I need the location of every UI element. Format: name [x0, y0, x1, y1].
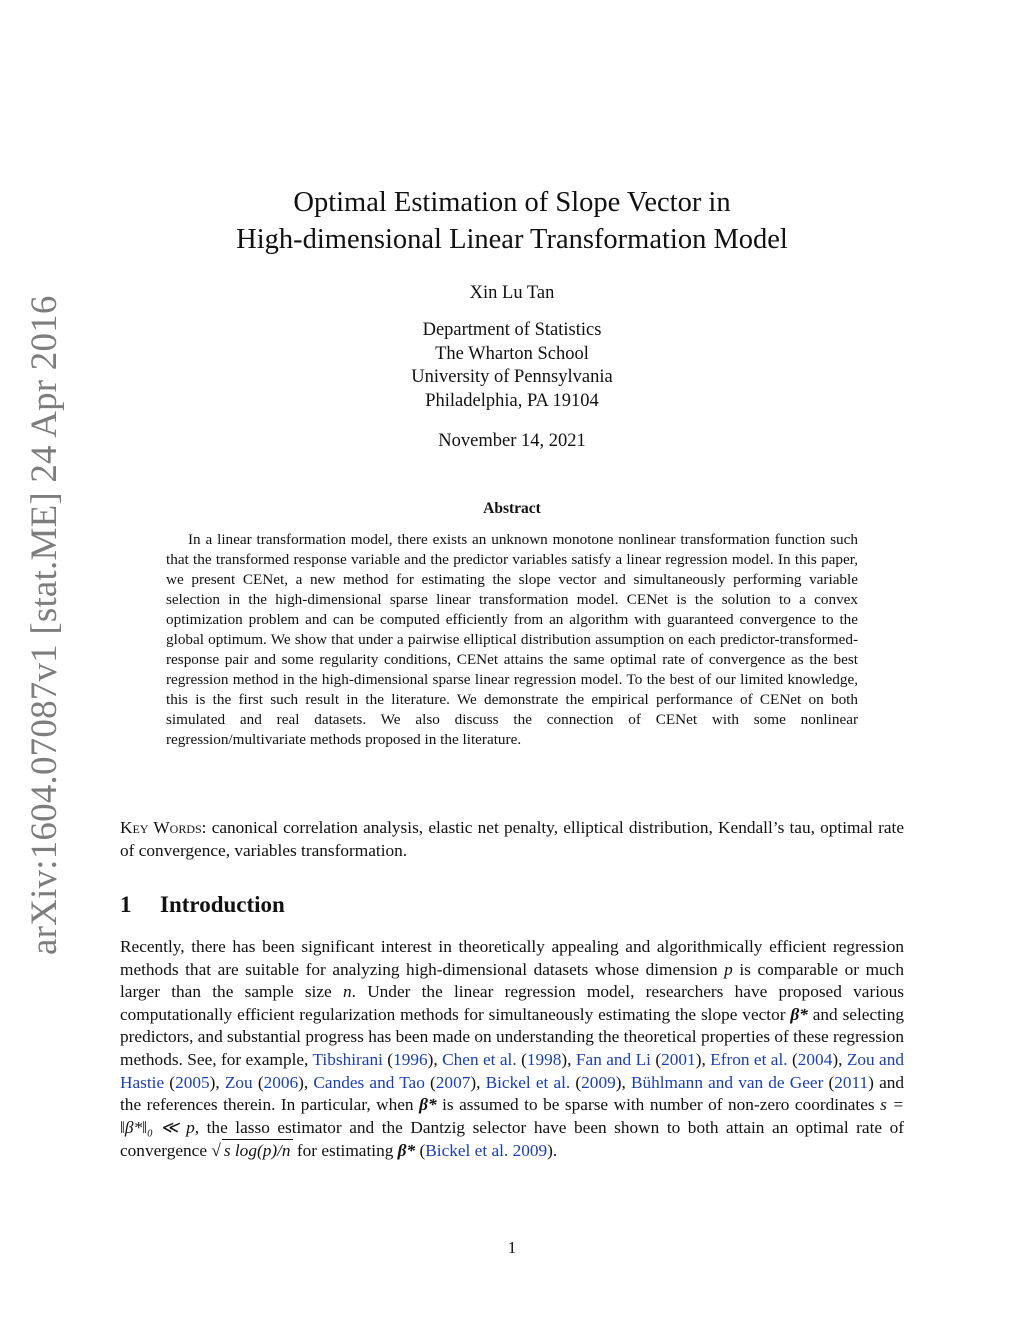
- page-number: 1: [507, 1238, 517, 1257]
- intro-text: is comparable or much larger than the sample size: [120, 959, 904, 1002]
- citation-year-link[interactable]: 2009: [581, 1072, 616, 1092]
- citation-year-link[interactable]: 2001: [661, 1049, 696, 1069]
- author-name: Xin Lu Tan: [469, 283, 555, 303]
- intro-text: , the lasso estimator and the Dantzig selector have been shown to both attain an optimal rate of convergence: [120, 1117, 904, 1161]
- math-beta: β*: [790, 1004, 808, 1024]
- citation-year-link[interactable]: 1998: [526, 1049, 562, 1069]
- intro-text: Recently, there has been significant interest in theoretically appealing and algorithmically efficient regression methods that are suitable for analyzing high-dimensional datasets whose dimension: [120, 937, 904, 979]
- citation-link[interactable]: Zou and Hastie: [120, 1049, 905, 1092]
- math-beta: β*: [419, 1095, 437, 1115]
- intro-text: is assumed to be sparse with number of non-zero coordinates: [436, 1095, 881, 1115]
- keywords-text: canonical correlation analysis, elastic net penalty, elliptical distribution, Kendall’s tau, optimal rate of convergence, variables transformation.: [120, 818, 904, 860]
- citation-link[interactable]: Tibshirani: [312, 1049, 383, 1069]
- paper-date: November 14, 2021: [438, 431, 586, 451]
- affiliation-line: Department of Statistics: [422, 320, 602, 340]
- intro-text: and the references therein. In particular, when: [120, 1072, 905, 1115]
- math-sparsity: s = ‖β*‖₀ ≪ p: [120, 1095, 905, 1137]
- keywords-label: Key Words:: [120, 818, 207, 837]
- abstract-heading: Abstract: [483, 500, 541, 517]
- keywords: [120, 816, 904, 862]
- citation-year-link[interactable]: 2011: [834, 1072, 869, 1092]
- citation-year-link[interactable]: 2004: [797, 1049, 833, 1069]
- affiliation-line: The Wharton School: [435, 343, 589, 364]
- citation-link[interactable]: Bickel et al.: [485, 1072, 571, 1092]
- affiliation: [0, 319, 1024, 413]
- paper-title: [0, 184, 1024, 258]
- affiliation-line: Philadelphia, PA 19104: [425, 390, 599, 411]
- intro-text: for estimating: [292, 1141, 398, 1161]
- affiliation-line: University of Pennsylvania: [411, 367, 613, 387]
- citation-year-link[interactable]: 2006: [263, 1072, 299, 1092]
- citation-link[interactable]: Bühlmann and van de Geer: [630, 1072, 824, 1092]
- title-line-2: High-dimensional Linear Transformation Model: [236, 224, 788, 255]
- citation-link[interactable]: Efron et al.: [710, 1049, 788, 1069]
- math-beta: β*: [397, 1141, 416, 1161]
- citation-year-link[interactable]: 2005: [175, 1072, 210, 1092]
- intro-text: and selecting predictors, and substantial progress has been made on understanding the theoretical properties of these regression methods. See, for example,: [120, 1004, 904, 1069]
- intro-text: . Under the linear regression model, researchers have proposed various computationally efficient regularization methods for simultaneously estimating the slope vector: [120, 982, 905, 1024]
- citation-link[interactable]: Chen et al.: [442, 1049, 517, 1069]
- citation-link[interactable]: Fan and Li: [575, 1049, 651, 1069]
- math-rate: s log(p)/n: [222, 1139, 293, 1163]
- intro-paragraph: Recently, there has been significant interest in theoretically appealing and algorithmically efficient regression methods that are suitable for analyzing high-dimensional datasets whose dimension p is comparable or much larger than the sample size n. Under the linear regression model, researchers have proposed various computationally efficient regularization methods for simultaneously estimating the slope vector β* and selecting predictors, and substantial progress has been made on understanding the theoretical properties of these regression methods. See, for example, Tibshirani (1996), Chen et al. (1998), Fan and Li (2001), Efron et al. (2004), Zou and Hastie (2005), Zou (2006), Candes and Tao (2007), Bickel et al. (2009), Bühlmann and van de Geer (2011) and the references therein. In particular, when β* is assumed to be sparse with number of non-zero coordinates s = ‖β*‖₀ ≪ p, the lasso estimator and the Dantzig selector have been shown to both attain an optimal rate of convergence √ s log(p)/n for estimating β* (Bickel et al. 2009).: [120, 936, 904, 1163]
- math-p: p: [724, 959, 733, 979]
- citation-link[interactable]: Zou: [224, 1072, 253, 1092]
- section-title: Introduction: [160, 892, 285, 917]
- title-line-1: Optimal Estimation of Slope Vector in: [293, 187, 731, 218]
- arxiv-stamp: arXiv:1604.07087v1 [stat.ME] 24 Apr 2016: [24, 295, 65, 955]
- math-n: n: [342, 982, 352, 1002]
- citation-link[interactable]: Bickel et al. 2009: [425, 1141, 548, 1161]
- citation-year-link[interactable]: 2007: [435, 1072, 471, 1092]
- citation-year-link[interactable]: 1996: [393, 1049, 428, 1069]
- abstract-text: In a linear transformation model, there exists an unknown monotone nonlinear transformation function such that the transformed response variable and the predictor variables satisfy a linear regression model. In this paper, we present CENet, a new method for estimating the slope vector and simultaneously performing variable selection in the high-dimensional sparse linear transformation model. CENet is the solution to a convex optimization problem and can be computed efficiently from an algorithm with guaranteed convergence to the global optimum. We show that under a pairwise elliptical distribution assumption on each predictor-transformed-response pair and some regularity conditions, CENet attains the same optimal rate of convergence as the best regression method in the high-dimensional sparse linear regression model. To the best of our limited knowledge, this is the first such result in the literature. We demonstrate the empirical performance of CENet on both simulated and real datasets. We also discuss the connection of CENet with some nonlinear regression/multivariate methods proposed in the literature.: [166, 531, 858, 748]
- section-heading: [120, 892, 285, 918]
- citation-link[interactable]: Candes and Tao: [313, 1072, 425, 1092]
- section-number: 1: [120, 892, 132, 917]
